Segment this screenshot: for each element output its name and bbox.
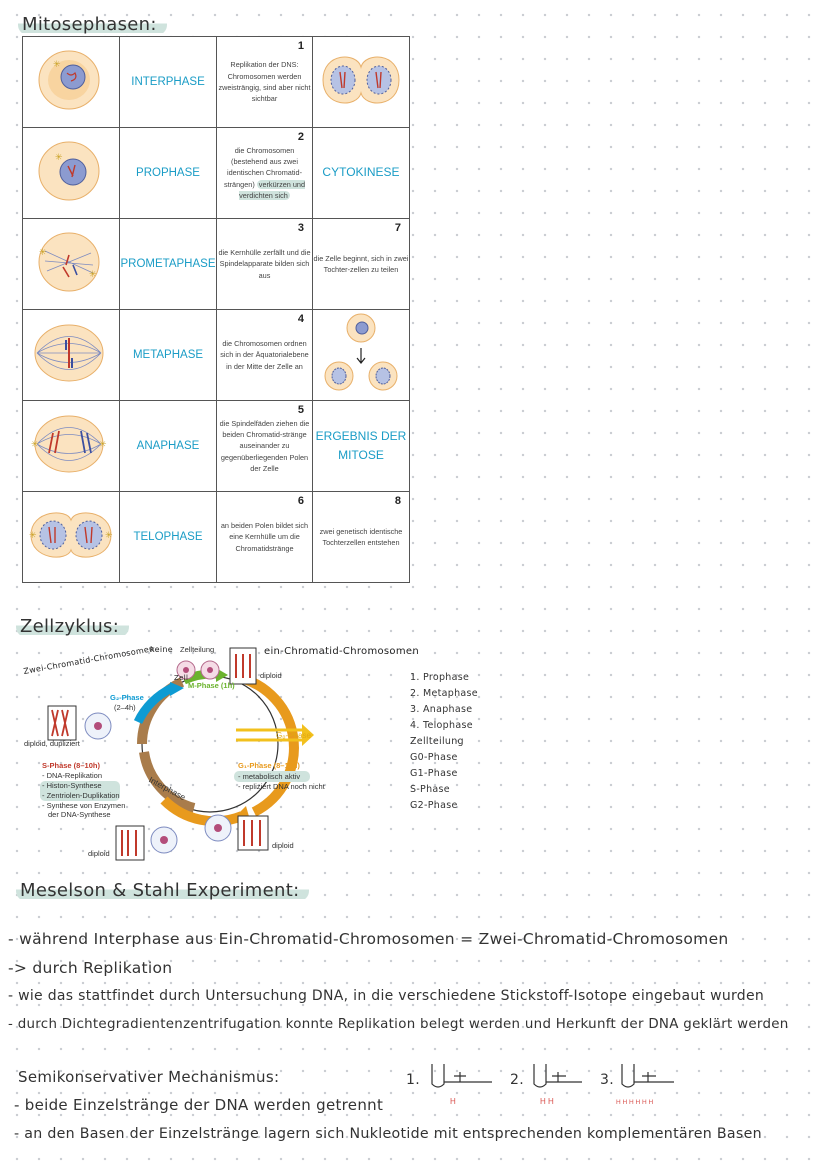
table-row [23, 128, 410, 219]
step-number: 6 [297, 495, 304, 507]
section-title-meselson: Meselson & Stahl Experiment: [16, 880, 309, 901]
s-phase-item: - DNA-Replikation [42, 771, 103, 780]
list-item: 4. Telophase [410, 720, 473, 731]
zwei-chromatid-label: Zwei-Chromatid-Chromosomen [22, 644, 156, 676]
phase-list [410, 670, 478, 814]
prometaphase-cell-icon [23, 219, 119, 305]
table-row [23, 492, 410, 583]
tube-icon [534, 1064, 546, 1087]
nucleus-icon [183, 667, 189, 673]
g1-label: G₁-Phase (8–10h) [238, 761, 300, 770]
list-item: 1. Prophase [410, 672, 470, 683]
tube-sub-label: H H [540, 1097, 554, 1106]
note-line: - an den Basen der Einzelstränge lagern sich Nukleotide mit entsprechenden komplementären Basen [14, 1126, 762, 1142]
g1-phase-arc [230, 676, 294, 812]
tube-label: 1. [406, 1072, 420, 1088]
s-phase-item: - Zentriolen-Duplikation [42, 791, 120, 800]
nucleus-icon [160, 836, 168, 844]
diploid-bottom-left-label: diploid [88, 849, 110, 858]
keine-label: keine [150, 645, 173, 654]
table-row [23, 219, 410, 310]
interphase-label: Interphase [147, 774, 188, 803]
cell-image-prometaphase [23, 219, 120, 310]
phase-name: METAPHASE [120, 310, 217, 401]
ergebnis-description [313, 492, 410, 583]
nucleus-icon [214, 824, 222, 832]
cytokinese-label: CYTOKINESE [313, 128, 410, 219]
g2-label: G₂-Phase [110, 693, 144, 702]
phase-description-text: die Spindelfäden ziehen die beiden Chromatid-stränge auseinander zu gegenüberliegenden Polen der Zelle [219, 418, 310, 473]
prophase-cell-icon [23, 128, 119, 214]
phase-name: ANAPHASE [120, 401, 217, 492]
tube-icon [622, 1064, 634, 1087]
step-number: 8 [394, 495, 401, 507]
phase-name: PROMETAPHASE [120, 219, 217, 310]
cell-image-prophase [23, 128, 120, 219]
phase-name: PROPHASE [120, 128, 217, 219]
g2-time-label: (2–4h) [114, 703, 136, 712]
cytokinese-description [313, 219, 410, 310]
svg-text:✳: ✳ [105, 531, 113, 541]
note-line: -> durch Replikation [8, 959, 173, 977]
diploid-duplicated-label: diploid, dupliziert [24, 739, 80, 748]
ein-chromatid-label: ein-Chromatid-Chromosomen [264, 646, 419, 657]
nucleus-icon [94, 722, 102, 730]
phase-name: INTERPHASE [120, 37, 217, 128]
tube-3 [600, 1064, 674, 1106]
s-phase-item: der DNA-Synthese [48, 810, 111, 819]
tube-1 [406, 1064, 492, 1106]
svg-text:✳: ✳ [55, 153, 63, 163]
phase-description [217, 219, 313, 310]
svg-text:✳: ✳ [99, 440, 107, 450]
ergebnis-label: ERGEBNIS DER MITOSE [313, 401, 410, 492]
note-line: - durch Dichtegradientenzentrifugation konnte Replikation belegt werden und Herkunft der DNA geklärt werden [8, 1017, 789, 1032]
cell-image-interphase [23, 37, 120, 128]
tube-marker [552, 1072, 566, 1082]
s-phase-item: - Histon-Synthese [42, 781, 102, 790]
phase-name: TELOPHASE [120, 492, 217, 583]
cytokinese-description-text: die Zelle beginnt, sich in zwei Tochter-zellen zu teilen [313, 253, 409, 274]
g1-item: - metabolisch aktiv [238, 772, 301, 781]
note-line: - während Interphase aus Ein-Chromatid-Chromosomen = Zwei-Chromatid-Chromosomen [8, 930, 729, 948]
svg-text:✳: ✳ [31, 440, 39, 450]
phase-description-text: die Chromosomen (bestehend aus zwei identischen Chromatid-strängen) [223, 145, 303, 189]
cell-cycle-diagram [14, 640, 419, 868]
interphase-cell-icon [23, 37, 119, 123]
table-row [23, 401, 410, 492]
table-row [23, 310, 410, 401]
svg-text:✳: ✳ [89, 270, 97, 280]
tube-label: 3. [600, 1072, 614, 1088]
diploid-top-label: diploid [260, 671, 282, 680]
section-title-mitose: Mitosephasen: [18, 14, 167, 35]
m-hand-label: Zell [174, 674, 189, 682]
telophase-cell-icon [23, 492, 119, 578]
list-item: G0-Phase [410, 752, 458, 763]
section-title-zellzyklus: Zellzyklus: [16, 616, 129, 637]
list-item: G2-Phase [410, 800, 458, 811]
tube-2 [510, 1064, 582, 1106]
list-item: S-Phase [410, 784, 450, 795]
tube-sub-label: H H H H H H [616, 1099, 654, 1106]
g0-label: G₀-Phase [276, 731, 311, 740]
svg-text:✳: ✳ [39, 248, 47, 258]
table-row [23, 37, 410, 128]
nucleus-icon [207, 667, 213, 673]
tube-marker [454, 1072, 466, 1082]
step-number: 1 [297, 40, 304, 52]
list-item: Zellteilung [410, 736, 464, 747]
tube-label: 2. [510, 1072, 524, 1088]
cell-image-metaphase [23, 310, 120, 401]
s-phase-label: S-Phase (8–10h) [42, 761, 100, 770]
list-item: 3. Anaphase [410, 704, 473, 715]
mitose-table [22, 36, 410, 583]
note-line: - beide Einzelstränge der DNA werden getrennt [14, 1096, 384, 1114]
note-line: - wie das stattfindet durch Untersuchung DNA, in die verschiedene Stickstoff-Isotope eingebaut wurden [8, 988, 765, 1004]
step-number: 7 [394, 222, 401, 234]
arrow-down-icon [357, 348, 365, 363]
phase-description [217, 492, 313, 583]
phase-description [217, 128, 313, 219]
s-phase-item: - Synthese von Enzymen [42, 801, 126, 810]
tube-sub-label: H [450, 1097, 456, 1106]
g1-item: - repliziert DNA noch nicht [238, 782, 325, 791]
chromosome-box [116, 826, 144, 860]
highlighted-text: verkürzen und verdichten sich [239, 179, 306, 200]
cytokinesis-cell-icon [313, 37, 409, 123]
metaphase-cell-icon [23, 310, 119, 396]
phase-description-text: Replikation der DNS: Chromosomen werden zweisträngig, sind aber nicht sichtbar [218, 60, 311, 104]
cell-image-telophase [23, 492, 120, 583]
phase-description [217, 401, 313, 492]
zellteilung-label: Zellteilung [180, 645, 215, 654]
phase-description [217, 310, 313, 401]
list-item: G1-Phase [410, 768, 458, 779]
svg-text:✳: ✳ [53, 60, 61, 70]
svg-text:✳: ✳ [29, 531, 37, 541]
phase-description-text: die Chromosomen ordnen sich in der Äquatorialebene in der Mitte der Zelle an [220, 339, 309, 371]
tube-icon [432, 1064, 444, 1087]
tube-marker [642, 1072, 656, 1082]
phase-description [217, 37, 313, 128]
anaphase-cell-icon [23, 401, 119, 487]
cell-image-anaphase [23, 401, 120, 492]
daughter-cells-icon [313, 310, 409, 396]
phase-description-text: die Kernhülle zerfällt und die Spindelapparate bilden sich aus [218, 248, 311, 280]
list-item: 2. Metaphase [410, 688, 478, 699]
cytokinese-image [313, 37, 410, 128]
diploid-bottom-right-label: diploid [272, 841, 294, 850]
step-number: 4 [297, 313, 304, 325]
phase-description-text: an beiden Polen bildet sich eine Kernhülle um die Chromatidstränge [220, 521, 309, 553]
step-number: 3 [297, 222, 304, 234]
semikonservativ-title: Semikonservativer Mechanismus: [18, 1068, 280, 1086]
m-phase-label: M-Phase (1h) [188, 681, 235, 690]
step-number: 5 [297, 404, 304, 416]
step-number: 2 [297, 131, 304, 143]
centrifuge-tubes [400, 1058, 700, 1110]
ergebnis-description-text: zwei genetisch identische Tochterzellen entstehen [319, 526, 403, 547]
ergebnis-image [313, 310, 410, 401]
